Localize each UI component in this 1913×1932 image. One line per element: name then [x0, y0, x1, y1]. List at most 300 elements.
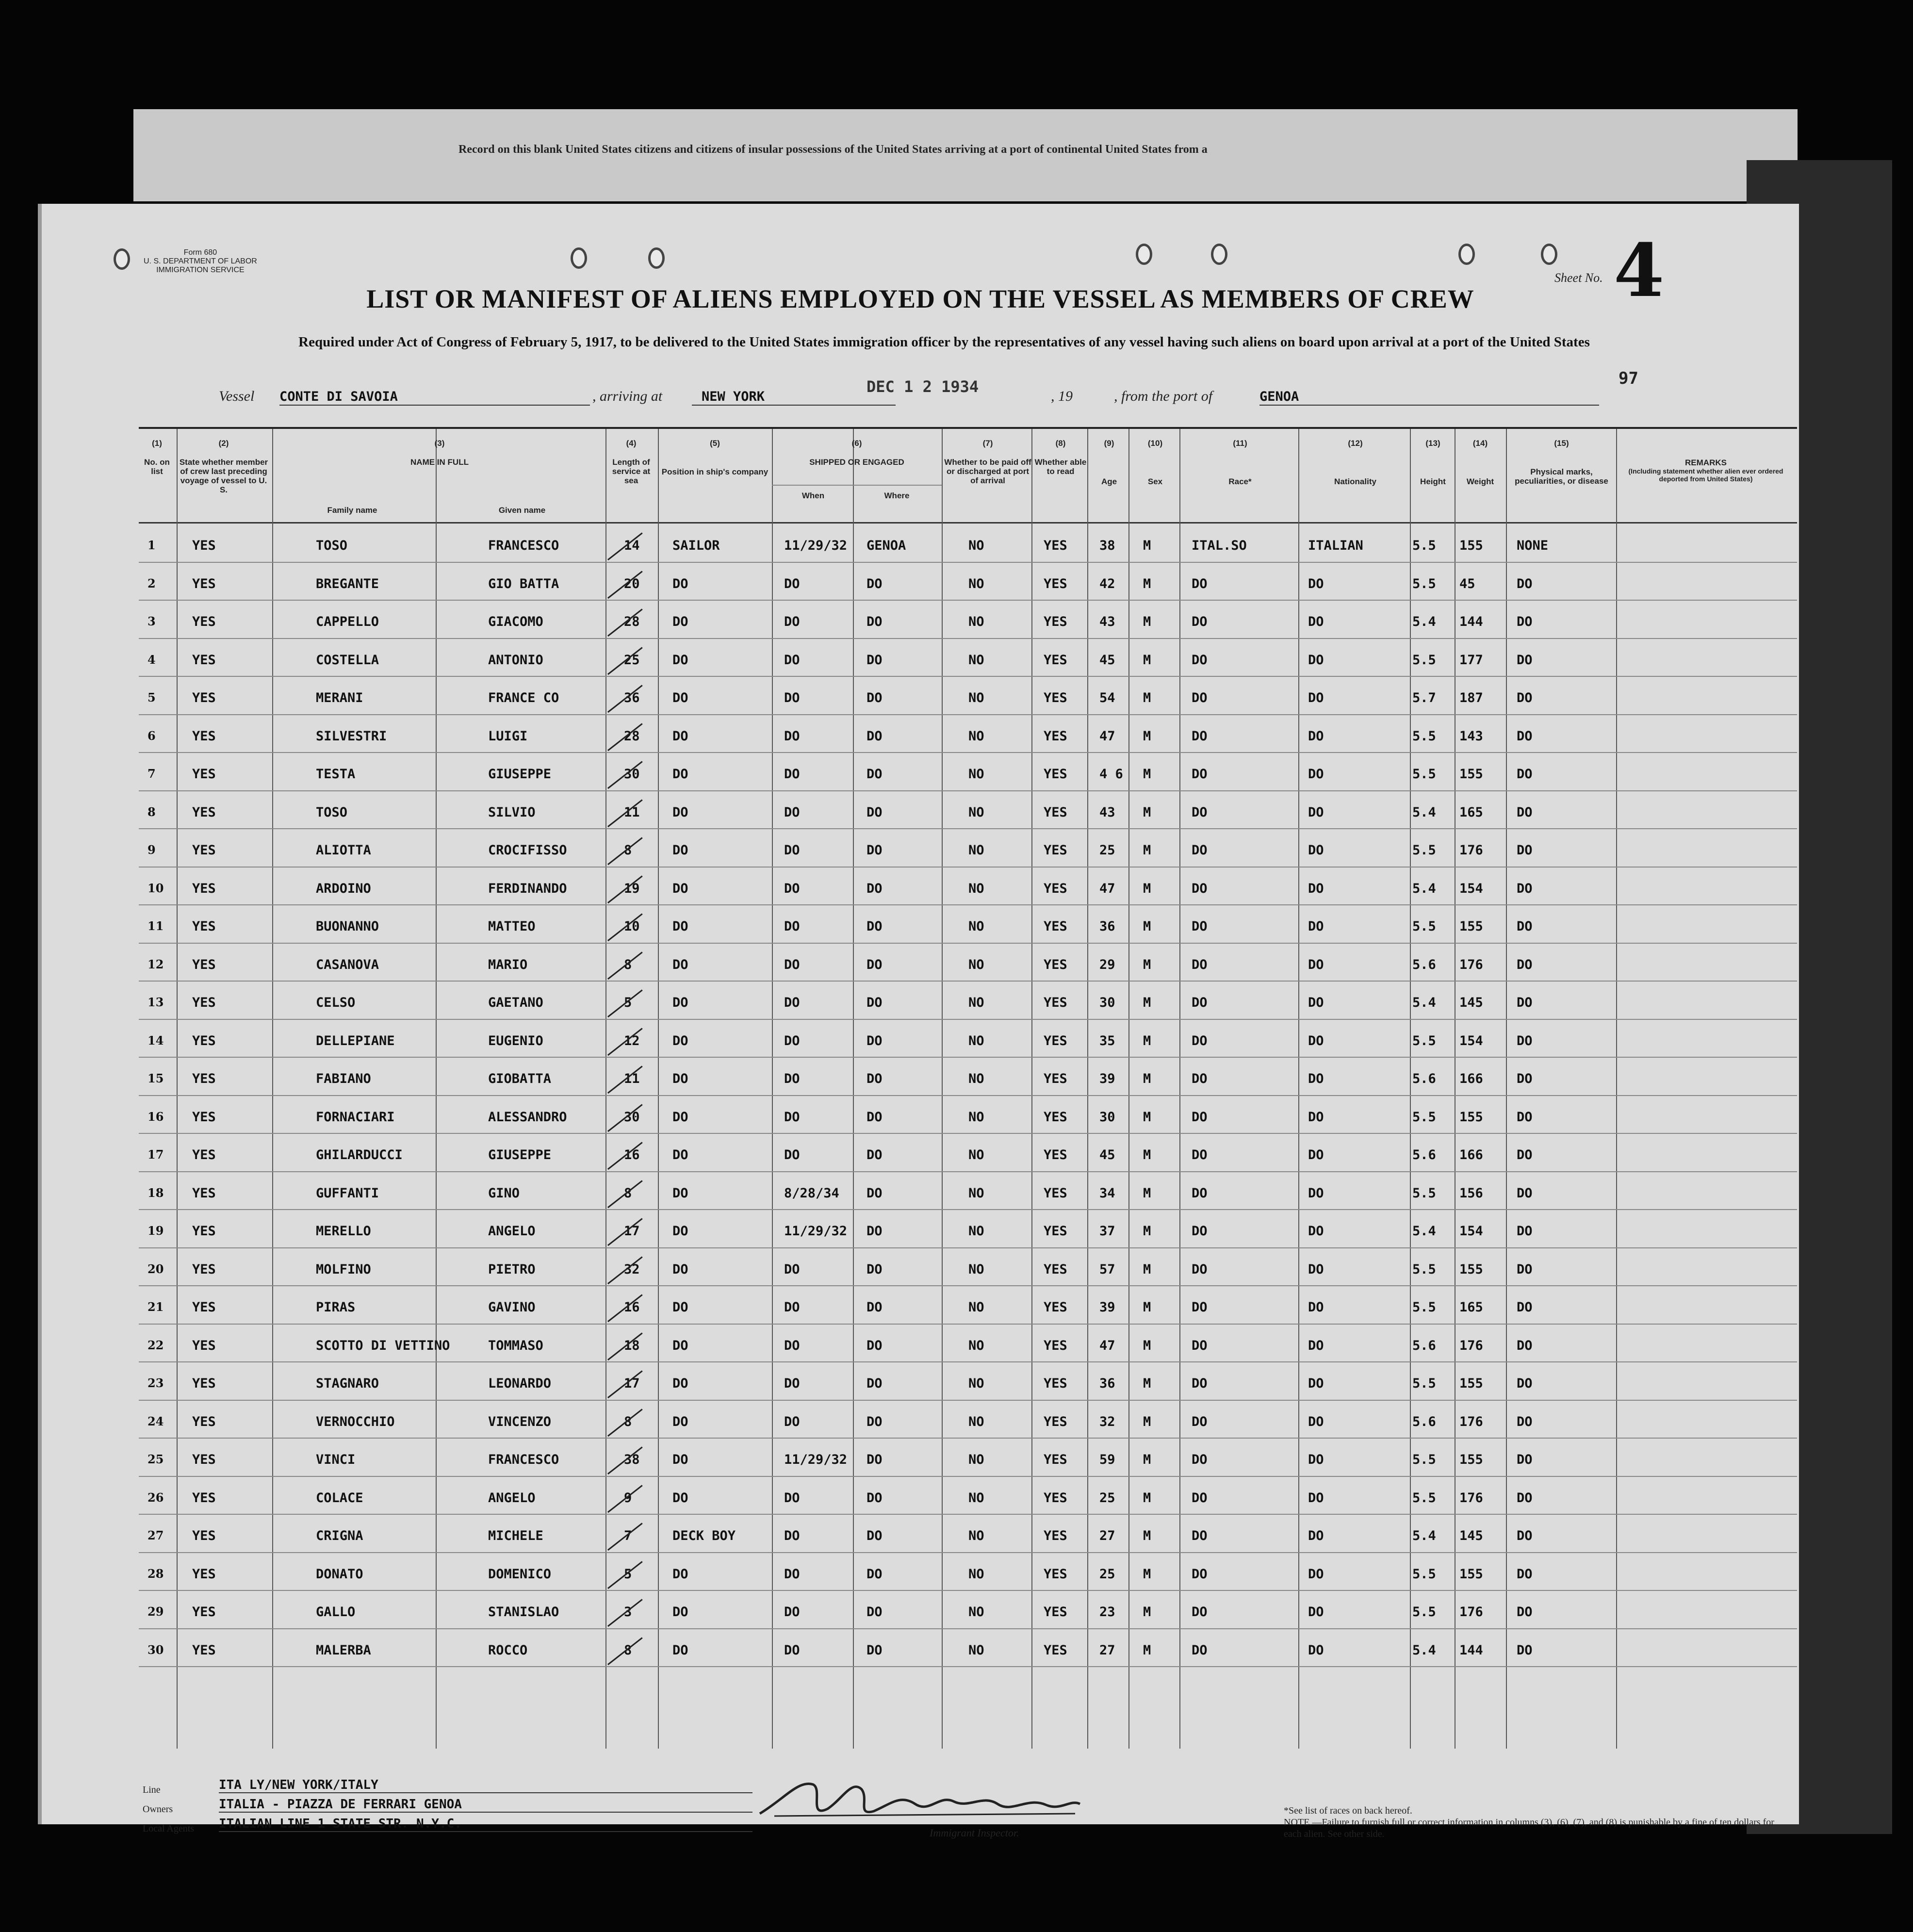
able-to-read: YES [1044, 1376, 1067, 1391]
shipped-when: DO [784, 1033, 800, 1048]
weight: 176 [1459, 843, 1483, 858]
able-to-read: YES [1044, 1185, 1067, 1201]
shipped-where: DO [867, 1185, 883, 1201]
paid-off: NO [968, 1261, 984, 1277]
age: 43 [1099, 804, 1115, 820]
vessel-name-field [279, 388, 590, 406]
paid-off: NO [968, 1147, 984, 1162]
col-8-header [1034, 439, 1087, 476]
shipped-when: DO [784, 1261, 800, 1277]
weight: 176 [1459, 1414, 1483, 1429]
nationality: DO [1308, 728, 1324, 744]
col-14-label: Weight [1466, 477, 1494, 486]
column-rule [177, 429, 178, 1749]
paid-off: NO [968, 614, 984, 629]
paid-off: NO [968, 881, 984, 896]
position: DO [672, 1452, 688, 1467]
shipped-where: DO [867, 1338, 883, 1353]
nationality: DO [1308, 1528, 1324, 1543]
col-4-header [607, 439, 655, 485]
col-9-label: Age [1101, 477, 1117, 486]
col-11-header [1182, 439, 1298, 486]
paid-off: NO [968, 1376, 984, 1391]
nationality: DO [1308, 1300, 1324, 1315]
given-name: EUGENIO [488, 1033, 543, 1048]
age: 39 [1099, 1300, 1115, 1315]
from-port-label: , from the port of [1114, 388, 1213, 404]
height: 5.4 [1412, 614, 1436, 629]
given-name: GIO BATTA [488, 576, 559, 591]
row-number: 2 [147, 576, 156, 590]
column-rule [1410, 429, 1411, 1749]
physical-marks: DO [1517, 881, 1533, 896]
weight: 154 [1459, 1033, 1483, 1048]
weight: 155 [1459, 538, 1483, 553]
agents-label: Local Agents [143, 1823, 195, 1834]
age: 47 [1099, 728, 1115, 744]
weight: 144 [1459, 614, 1483, 629]
row-number: 13 [147, 995, 164, 1009]
shipped-when: DO [784, 1071, 800, 1086]
family-name: CELSO [316, 995, 356, 1010]
remarks-header [1619, 458, 1793, 483]
able-to-read: YES [1044, 1414, 1067, 1429]
length-of-service: 36 [624, 690, 640, 705]
position: DO [672, 1109, 688, 1125]
line-value: ITA LY/NEW YORK/ITALY [219, 1778, 752, 1793]
nationality: DO [1308, 1605, 1324, 1620]
physical-marks: DO [1517, 1452, 1533, 1467]
paid-off: NO [968, 1642, 984, 1658]
given-name: ALESSANDRO [488, 1109, 567, 1125]
shipped-where: DO [867, 881, 883, 896]
height: 5.5 [1412, 1605, 1436, 1620]
able-to-read: YES [1044, 728, 1067, 744]
sex: M [1143, 957, 1151, 972]
height: 5.7 [1412, 690, 1436, 705]
shipped-when: DO [784, 995, 800, 1010]
vessel-label: Vessel [219, 388, 255, 404]
sheet-number: 4 [1614, 228, 1665, 313]
given-name: MARIO [488, 957, 528, 972]
height: 5.5 [1412, 1376, 1436, 1391]
row-number: 18 [147, 1185, 164, 1200]
weight: 143 [1459, 728, 1483, 744]
family-name: COSTELLA [316, 652, 379, 668]
shipped-where: DO [867, 652, 883, 668]
weight: 187 [1459, 690, 1483, 705]
age: 36 [1099, 919, 1115, 934]
height: 5.5 [1412, 1566, 1436, 1582]
page-number: 97 [1619, 369, 1638, 388]
height: 5.5 [1412, 1300, 1436, 1315]
family-name: MERELLO [316, 1224, 371, 1239]
shipped-when: 8/28/34 [784, 1185, 839, 1201]
nationality: DO [1308, 1566, 1324, 1582]
age: 43 [1099, 614, 1115, 629]
able-to-read: YES [1044, 614, 1067, 629]
col-9-header [1090, 439, 1128, 486]
height: 5.4 [1412, 995, 1436, 1010]
race: DO [1192, 614, 1208, 629]
height: 5.4 [1412, 881, 1436, 896]
column-rule [942, 429, 943, 1749]
crew-manifest-table [139, 427, 1797, 1749]
row-number: 23 [147, 1376, 164, 1390]
physical-marks: DO [1517, 1338, 1533, 1353]
shipped-where: DO [867, 1147, 883, 1162]
shipped-when: DO [784, 1642, 800, 1658]
shipped-where: DO [867, 804, 883, 820]
race: DO [1192, 804, 1208, 820]
physical-marks: DO [1517, 576, 1533, 591]
shipped-when: DO [784, 690, 800, 705]
prior-voyage: YES [192, 576, 216, 591]
family-name: BREGANTE [316, 576, 379, 591]
row-rule [139, 1400, 1797, 1401]
physical-marks: DO [1517, 843, 1533, 858]
length-of-service: 30 [624, 767, 640, 782]
row-number: 8 [147, 804, 156, 819]
col-3-header [275, 439, 605, 467]
sex: M [1143, 1414, 1151, 1429]
col-12-number: (12) [1348, 439, 1363, 448]
family-name: MERANI [316, 690, 363, 705]
age: 23 [1099, 1605, 1115, 1620]
position: DO [672, 690, 688, 705]
sex: M [1143, 995, 1151, 1010]
row-number: 7 [147, 767, 156, 781]
shipped-where: DO [867, 1566, 883, 1582]
punch-hole [1458, 244, 1475, 265]
position: DO [672, 1147, 688, 1162]
able-to-read: YES [1044, 1300, 1067, 1315]
shipped-where: DO [867, 1224, 883, 1239]
race: DO [1192, 1261, 1208, 1277]
col-2-label: State whether member of crew last preceding voyage of vessel to U. S. [179, 458, 268, 494]
physical-marks: DO [1517, 919, 1533, 934]
physical-marks: DO [1517, 995, 1533, 1010]
check-mark [595, 517, 642, 560]
inspector-signature [755, 1770, 1085, 1828]
family-name: DELLEPIANE [316, 1033, 395, 1048]
nationality: DO [1308, 1147, 1324, 1162]
nationality: DO [1308, 1642, 1324, 1658]
prior-voyage: YES [192, 1528, 216, 1543]
race: DO [1192, 1300, 1208, 1315]
shipped-when: DO [784, 1147, 800, 1162]
paid-off: NO [968, 1490, 984, 1506]
length-of-service: 11 [624, 1071, 640, 1086]
position: DO [672, 1490, 688, 1506]
from-port: GENOA [1259, 389, 1299, 404]
height: 5.5 [1412, 767, 1436, 782]
position: DO [672, 881, 688, 896]
col-1-header [139, 439, 175, 476]
nationality: DO [1308, 1071, 1324, 1086]
sex: M [1143, 804, 1151, 820]
shipped-when: DO [784, 614, 800, 629]
shipped-when: 11/29/32 [784, 538, 848, 553]
prior-voyage: YES [192, 995, 216, 1010]
shipped-where: DO [867, 1452, 883, 1467]
punch-hole [1211, 244, 1227, 265]
height: 5.6 [1412, 1414, 1436, 1429]
column-rule [1616, 429, 1617, 1749]
physical-marks: DO [1517, 804, 1533, 820]
row-number: 16 [147, 1109, 164, 1124]
owners-label: Owners [143, 1804, 173, 1815]
header-divider [139, 522, 1797, 524]
col-5-number: (5) [710, 439, 720, 448]
age: 57 [1099, 1261, 1115, 1277]
able-to-read: YES [1044, 804, 1067, 820]
position: DO [672, 576, 688, 591]
row-rule [139, 676, 1797, 677]
shipped-when: DO [784, 1528, 800, 1543]
sex: M [1143, 1490, 1151, 1506]
given-name: FRANCE CO [488, 690, 559, 705]
length-of-service: 8 [624, 957, 632, 972]
weight: 165 [1459, 1300, 1483, 1315]
paid-off: NO [968, 957, 984, 972]
height: 5.5 [1412, 1452, 1436, 1467]
shipped-where-header: Where [884, 491, 910, 500]
family-name: SCOTTO DI VETTINO [316, 1338, 450, 1353]
age: 35 [1099, 1033, 1115, 1048]
length-of-service: 17 [624, 1376, 640, 1391]
row-number: 28 [147, 1566, 164, 1581]
row-rule [139, 1171, 1797, 1172]
physical-marks: DO [1517, 1414, 1533, 1429]
col-2-number: (2) [218, 439, 229, 448]
length-of-service: 14 [624, 538, 640, 553]
paid-off: NO [968, 1566, 984, 1582]
weight: 145 [1459, 995, 1483, 1010]
sex: M [1143, 538, 1151, 553]
able-to-read: YES [1044, 1147, 1067, 1162]
row-number: 5 [147, 690, 156, 704]
nationality: DO [1308, 767, 1324, 782]
row-number: 24 [147, 1414, 164, 1428]
able-to-read: YES [1044, 919, 1067, 934]
nationality: DO [1308, 1261, 1324, 1277]
paid-off: NO [968, 1528, 984, 1543]
height: 5.5 [1412, 1185, 1436, 1201]
given-name: LUIGI [488, 728, 528, 744]
remarks-sub-label: (Including statement whether alien ever ordered deported from United States) [1628, 467, 1783, 483]
given-name: STANISLAO [488, 1605, 559, 1620]
length-of-service: 16 [624, 1300, 640, 1315]
race: DO [1192, 881, 1208, 896]
nationality: DO [1308, 1452, 1324, 1467]
able-to-read: YES [1044, 1566, 1067, 1582]
prior-voyage: YES [192, 538, 216, 553]
age: 25 [1099, 1490, 1115, 1506]
age: 36 [1099, 1376, 1115, 1391]
family-name: BUONANNO [316, 919, 379, 934]
col-7-label: Whether to be paid off or discharged at port of arrival [944, 458, 1031, 485]
length-of-service: 8 [624, 843, 632, 858]
punch-hole [571, 247, 587, 269]
col-14-number: (14) [1472, 439, 1488, 448]
immigrant-inspector-label: Immigrant Inspector. [930, 1827, 1019, 1839]
race: DO [1192, 1071, 1208, 1086]
given-name: FERDINANDO [488, 881, 567, 896]
able-to-read: YES [1044, 1071, 1067, 1086]
age: 54 [1099, 690, 1115, 705]
position: DO [672, 1261, 688, 1277]
family-name: SILVESTRI [316, 728, 387, 744]
prior-voyage: YES [192, 1185, 216, 1201]
paid-off: NO [968, 919, 984, 934]
shipped-when: DO [784, 1300, 800, 1315]
paid-off: NO [968, 1300, 984, 1315]
weight: 154 [1459, 881, 1483, 896]
race: DO [1192, 767, 1208, 782]
able-to-read: YES [1044, 1261, 1067, 1277]
row-rule [139, 752, 1797, 753]
able-to-read: YES [1044, 1452, 1067, 1467]
given-name-header: Given name [498, 506, 546, 515]
race: DO [1192, 1414, 1208, 1429]
able-to-read: YES [1044, 1033, 1067, 1048]
paid-off: NO [968, 1414, 984, 1429]
row-number: 6 [147, 728, 156, 743]
col-10-number: (10) [1147, 439, 1163, 448]
shipped-when: DO [784, 881, 800, 896]
height: 5.4 [1412, 1224, 1436, 1239]
penalty-note: NOTE.—Failure to furnish full or correct information in columns (3), (6), (7), and (8) is punishable by a fine of ten dollars for each alien. See other side. [1284, 1817, 1774, 1839]
weight: 155 [1459, 1566, 1483, 1582]
given-name: TOMMASO [488, 1338, 543, 1353]
sex: M [1143, 919, 1151, 934]
shipped-when: DO [784, 1490, 800, 1506]
nationality: DO [1308, 804, 1324, 820]
weight: 155 [1459, 919, 1483, 934]
prior-voyage: YES [192, 1109, 216, 1125]
physical-marks: DO [1517, 614, 1533, 629]
prior-voyage: YES [192, 1490, 216, 1506]
family-name: GUFFANTI [316, 1185, 379, 1201]
row-rule [139, 1324, 1797, 1325]
shipped-where: DO [867, 1605, 883, 1620]
row-number: 4 [147, 652, 156, 667]
owners-value: ITALIA - PIAZZA DE FERRARI GENOA [219, 1797, 752, 1813]
manifest-page [38, 204, 1799, 1839]
year-label: , 19 [1051, 388, 1073, 404]
prior-voyage: YES [192, 919, 216, 934]
age: 39 [1099, 1071, 1115, 1086]
age: 4 6 [1099, 767, 1123, 782]
shipped-when: DO [784, 1566, 800, 1582]
col-1-label: No. on list [144, 458, 170, 476]
row-number: 29 [147, 1605, 164, 1619]
position: DECK BOY [672, 1528, 736, 1543]
shipped-when: DO [784, 957, 800, 972]
family-name: COLACE [316, 1490, 363, 1506]
shipped-where: DO [867, 995, 883, 1010]
physical-marks: DO [1517, 1261, 1533, 1277]
sex: M [1143, 1300, 1151, 1315]
shipped-when: DO [784, 1414, 800, 1429]
length-of-service: 20 [624, 576, 640, 591]
sex: M [1143, 1642, 1151, 1658]
punch-hole [648, 247, 665, 269]
family-name: FORNACIARI [316, 1109, 395, 1125]
row-rule [139, 714, 1797, 715]
nationality: DO [1308, 1185, 1324, 1201]
sex: M [1143, 1224, 1151, 1239]
row-rule [139, 1514, 1797, 1515]
length-of-service: 8 [624, 1414, 632, 1429]
shipped-where: DO [867, 1300, 883, 1315]
prior-voyage: YES [192, 614, 216, 629]
race: DO [1192, 1452, 1208, 1467]
length-of-service: 10 [624, 919, 640, 934]
col-12-header [1301, 439, 1410, 486]
prior-voyage: YES [192, 1147, 216, 1162]
col-4-label: Length of service at sea [612, 458, 651, 485]
row-rule [139, 867, 1797, 868]
sex: M [1143, 728, 1151, 744]
col-10-header [1131, 439, 1179, 486]
able-to-read: YES [1044, 995, 1067, 1010]
row-rule [139, 1666, 1797, 1667]
col-4-number: (4) [626, 439, 637, 448]
row-number: 20 [147, 1261, 164, 1276]
height: 5.5 [1412, 843, 1436, 858]
length-of-service: 28 [624, 728, 640, 744]
height: 5.6 [1412, 1071, 1436, 1086]
length-of-service: 30 [624, 1109, 640, 1125]
row-rule [139, 1209, 1797, 1210]
physical-marks: DO [1517, 1071, 1533, 1086]
row-number: 25 [147, 1452, 164, 1466]
col-5-header [660, 439, 769, 476]
family-name: CAPPELLO [316, 614, 379, 629]
row-number: 22 [147, 1338, 164, 1352]
column-rule [436, 429, 437, 1749]
weight: 176 [1459, 1338, 1483, 1353]
race: DO [1192, 1490, 1208, 1506]
shipped-when: 11/29/32 [784, 1224, 848, 1239]
prior-voyage: YES [192, 1261, 216, 1277]
physical-marks: NONE [1517, 538, 1549, 553]
prior-voyage: YES [192, 767, 216, 782]
prior-voyage: YES [192, 1033, 216, 1048]
height: 5.6 [1412, 957, 1436, 972]
position: DO [672, 1642, 688, 1658]
height: 5.5 [1412, 1109, 1436, 1125]
paid-off: NO [968, 690, 984, 705]
given-name: MICHELE [488, 1528, 543, 1543]
position: DO [672, 995, 688, 1010]
physical-marks: DO [1517, 728, 1533, 744]
paid-off: NO [968, 576, 984, 591]
age: 32 [1099, 1414, 1115, 1429]
prior-voyage: YES [192, 1071, 216, 1086]
weight: 155 [1459, 1376, 1483, 1391]
age: 47 [1099, 1338, 1115, 1353]
position: DO [672, 919, 688, 934]
row-rule [139, 1095, 1797, 1096]
physical-marks: DO [1517, 1566, 1533, 1582]
col-10-label: Sex [1147, 477, 1163, 486]
agents-value: ITALIAN LINE 1 STATE STR. N.Y.C. [219, 1817, 752, 1832]
age: 37 [1099, 1224, 1115, 1239]
race: DO [1192, 728, 1208, 744]
